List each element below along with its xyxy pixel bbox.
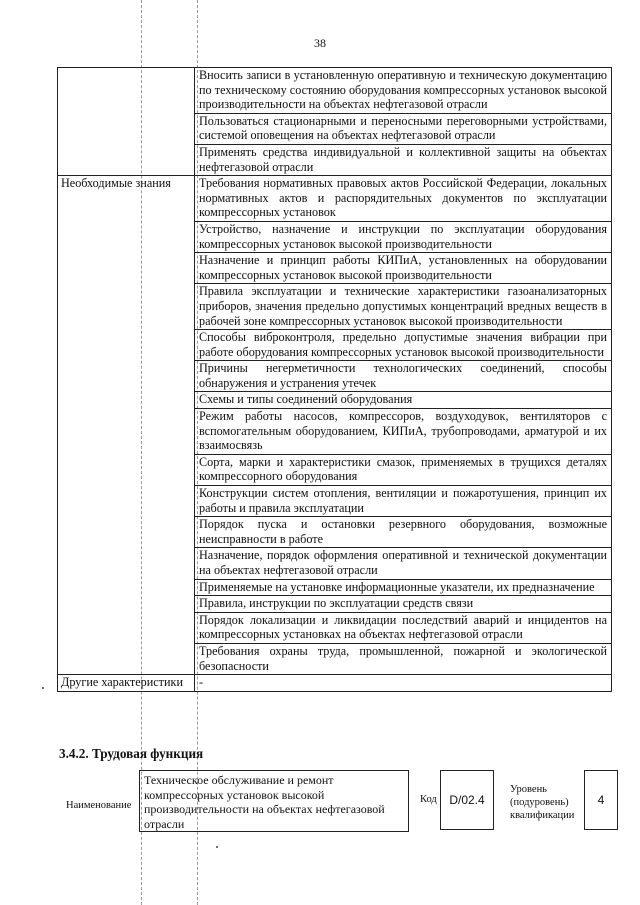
table-row: [58, 176, 612, 222]
code-value: D/02.4: [440, 770, 494, 830]
table-cell: Требования охраны труда, промышленной, пожарной и экологической безопасности: [195, 643, 612, 674]
table-cell: Вносить записи в установленную оперативную и техническую документацию по техническому состоянию оборудования компрессорных установок высокой производительности на объектах нефтегазовой отрасли: [195, 68, 612, 114]
table-cell: Сорта, марки и характеристики смазок, применяемых в трущихся деталях компрессорного оборудования: [195, 454, 612, 485]
actions-label-cell: [58, 68, 195, 176]
level-value: 4: [584, 770, 618, 830]
table-cell: Схемы и типы соединений оборудования: [195, 392, 612, 409]
table-cell: Требования нормативных правовых актов Российской Федерации, локальных нормативных актов и распорядительных документов по эксплуатации компрессорных установок: [195, 176, 612, 222]
table-cell: Применяемые на установке информационные указатели, их предназначение: [195, 579, 612, 596]
scan-speck: [42, 687, 44, 689]
level-label-line-3: квалификации: [510, 810, 575, 821]
table-cell: Устройство, назначение и инструкции по эксплуатации оборудования компрессорных установок высокой производительности: [195, 221, 612, 252]
level-label-line-2: (подуровень): [510, 797, 569, 808]
labor-function-name: Техническое обслуживание и ремонт компрессорных установок высокой производительности на объектах нефтегазовой отрасли: [139, 770, 409, 832]
table-cell: Конструкции систем отопления, вентиляции и пожаротушения, принцип их работы и правила эксплуатации: [195, 486, 612, 517]
table-cell: Режим работы насосов, компрессоров, воздуходувок, вентиляторов с вспомогательным оборудованием, КИПиА, трубопроводами, арматурой и их взаимосвязь: [195, 409, 612, 455]
table-cell: Правила, инструкции по эксплуатации средств связи: [195, 596, 612, 613]
level-label-line-1: Уровень: [510, 784, 547, 795]
scan-speck: [216, 846, 218, 848]
table-cell: Назначение и принцип работы КИПиА, установленных на оборудовании компрессорных установок высокой производительности: [195, 253, 612, 284]
table-cell: Применять средства индивидуальной и коллективной защиты на объектах нефтегазовой отрасли: [195, 144, 612, 175]
name-label: Наименование: [66, 800, 132, 811]
table-cell: Правила эксплуатации и технические характеристики газоанализаторных приборов, значения предельно допустимых концентраций вредных веществ в рабочей зоне компрессорных установок высокой производительности: [195, 284, 612, 330]
table-cell: Способы виброконтроля, предельно допустимые значения вибрации при работе оборудования компрессорных установок высокой производительности: [195, 330, 612, 361]
other-characteristics-value: -: [195, 675, 612, 692]
other-characteristics-label: Другие характеристики: [58, 675, 195, 692]
page-number: 38: [314, 36, 326, 50]
table-cell: Пользоваться стационарными и переносными переговорными устройствами, системой оповещения на объектах нефтегазовой отрасли: [195, 113, 612, 144]
table-cell: Назначение, порядок оформления оперативной и технической документации на объектах нефтегазовой отрасли: [195, 548, 612, 579]
table-row: [58, 675, 612, 692]
code-label: Код: [420, 794, 437, 805]
knowledge-label: Необходимые знания: [58, 176, 195, 675]
table-cell: Порядок пуска и остановки резервного оборудования, возможные неисправности в работе: [195, 517, 612, 548]
table-cell: Порядок локализации и ликвидации последствий аварий и инцидентов на компрессорных установках на объектах нефтегазовой отрасли: [195, 612, 612, 643]
skills-table: [57, 67, 612, 692]
table-row: [58, 68, 612, 114]
section-heading: 3.4.2. Трудовая функция: [59, 746, 204, 761]
table-cell: Причины негерметичности технологических соединений, способы обнаружения и устранения утечек: [195, 361, 612, 392]
